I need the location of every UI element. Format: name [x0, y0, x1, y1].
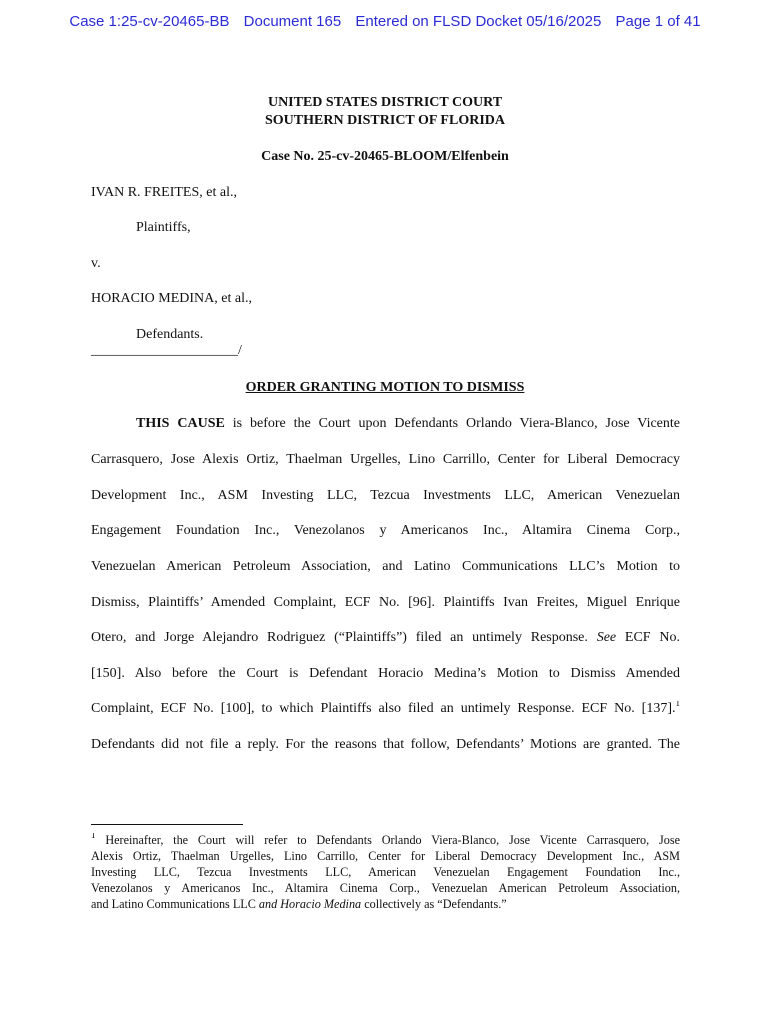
- body-line-7: [91, 630, 680, 646]
- footnote-marker: 1: [91, 833, 96, 840]
- footnote-line-5-text-b: collectively as “Defendants.”: [361, 897, 507, 911]
- header-entered-date: Entered on FLSD Docket 05/16/2025: [355, 13, 602, 30]
- body-line-7-text-a: Otero, and Jorge Alejandro Rodriguez (“Plaintiffs”) filed an untimely Response.: [91, 630, 597, 645]
- case-number: Case No. 25-cv-20465-BLOOM/Elfenbein: [261, 149, 509, 164]
- body-line-7-text-b: ECF No.: [616, 630, 680, 645]
- footnote-line-5-text-a: and Latino Communications LLC: [91, 897, 259, 911]
- court-name: UNITED STATES DISTRICT COURT: [267, 95, 503, 110]
- body-line-2: Carrasquero, Jose Alexis Ortiz, Thaelman Urgelles, Lino Carrillo, Center for Liberal Democracy: [91, 452, 680, 467]
- footnote-reference: 1: [675, 701, 680, 708]
- footnote-line-1-text: Hereinafter, the Court will refer to Defendants Orlando Viera-Blanco, Jose Vicente Carrasquero, Jose: [95, 833, 680, 847]
- body-line-6: Dismiss, Plaintiffs’ Amended Complaint, ECF No. [96]. Plaintiffs Ivan Freites, Miguel Enrique: [91, 595, 680, 610]
- body-line-9: [91, 701, 680, 717]
- footnote-line-3: Investing LLC, Tezcua Investments LLC, American Venezuelan Engagement Foundation Inc.,: [91, 865, 680, 879]
- caption-versus: v.: [91, 256, 101, 271]
- court-district: SOUTHERN DISTRICT OF FLORIDA: [265, 113, 505, 128]
- body-line-8: [150]. Also before the Court is Defendant Horacio Medina’s Motion to Dismiss Amended: [91, 666, 680, 681]
- header-case-number: Case 1:25-cv-20465-BB: [69, 13, 230, 30]
- header-document-number: Document 165: [243, 13, 342, 30]
- body-line-5: Venezuelan American Petroleum Association, and Latino Communications LLC’s Motion to: [91, 559, 680, 574]
- body-line-9-text: Complaint, ECF No. [100], to which Plaintiffs also filed an untimely Response. ECF No. [137].: [91, 701, 676, 716]
- docket-header: [0, 13, 770, 30]
- footnote-line-2: Alexis Ortiz, Thaelman Urgelles, Lino Carrillo, Center for Liberal Democracy Development Inc., ASM: [91, 849, 680, 863]
- footnote-italic-name: and Horacio Medina: [258, 897, 362, 911]
- caption-separator: _____________________/: [91, 343, 242, 358]
- footnote-divider: [91, 824, 243, 825]
- header-page-number: Page 1 of 41: [615, 13, 701, 30]
- caption-defendant-role: Defendants.: [136, 327, 204, 342]
- body-line-3: Development Inc., ASM Investing LLC, Tezcua Investments LLC, American Venezuelan: [91, 488, 680, 503]
- caption-defendant: HORACIO MEDINA, et al.,: [91, 291, 252, 306]
- footnote-line-1: [91, 833, 680, 848]
- body-line-10: Defendants did not file a reply. For the reasons that follow, Defendants’ Motions are granted. The: [91, 737, 680, 752]
- caption-plaintiff: IVAN R. FREITES, et al.,: [91, 185, 237, 200]
- order-title: ORDER GRANTING MOTION TO DISMISS: [245, 380, 525, 395]
- body-line-4: Engagement Foundation Inc., Venezolanos y Americanos Inc., Altamira Cinema Corp.,: [91, 523, 680, 538]
- this-cause-lead: THIS CAUSE: [136, 416, 225, 431]
- footnote-line-5: [91, 897, 680, 912]
- see-signal: See: [596, 630, 617, 645]
- caption-plaintiff-role: Plaintiffs,: [136, 220, 191, 235]
- footnote-line-4: Venezolanos y Americanos Inc., Altamira Cinema Corp., Venezuelan American Petroleum Association,: [91, 881, 680, 895]
- body-line-1: [91, 416, 680, 432]
- body-line-1-text: is before the Court upon Defendants Orlando Viera-Blanco, Jose Vicente: [224, 416, 680, 431]
